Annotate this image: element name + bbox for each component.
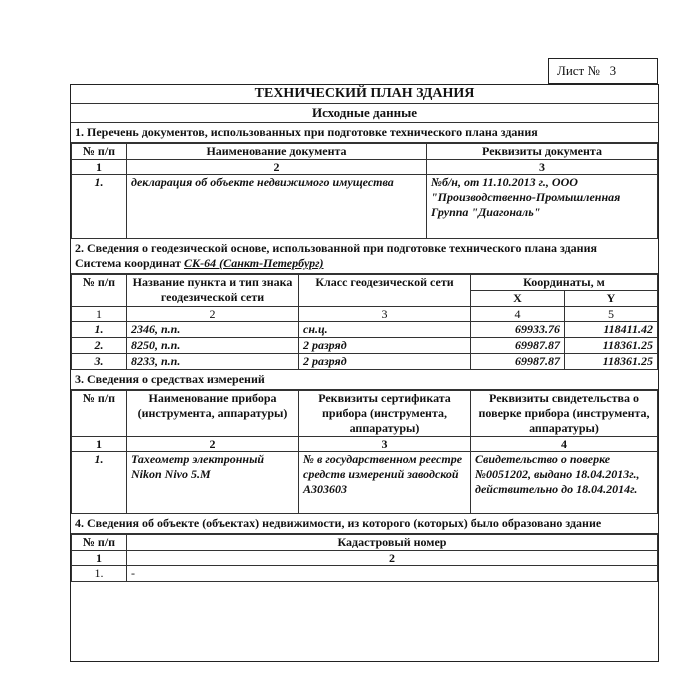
col-header-doc-details: Реквизиты документа	[427, 144, 658, 160]
coord-x: 69987.87	[471, 354, 565, 370]
coord-x: 69933.76	[471, 322, 565, 338]
col-header-num: № п/п	[72, 535, 127, 551]
point-name: 2346, п.п.	[127, 322, 299, 338]
point-name: 8233, п.п.	[127, 354, 299, 370]
sheet-label: Лист №	[557, 63, 600, 78]
table-row	[72, 566, 658, 582]
document-details: №б/н, от 11.10.2013 г., ООО "Производственно-Промышленная Группа "Диагональ"	[427, 175, 658, 239]
document-title: ТЕХНИЧЕСКИЙ ПЛАН ЗДАНИЯ	[71, 85, 658, 104]
row-num: 2.	[72, 338, 127, 354]
sheet-number-box	[548, 58, 658, 84]
network-class: 2 разряд	[299, 338, 471, 354]
col-number: 4	[471, 437, 658, 452]
certificate-details: № в государственном реестре средств измерений заводской A303603	[299, 452, 471, 514]
row-num: 3.	[72, 354, 127, 370]
col-header-coords: Координаты, м	[471, 275, 658, 291]
coord-system-value: СК-64 (Санкт-Петербург)	[183, 256, 324, 270]
coord-system-label: Система координат	[75, 256, 181, 270]
section2-title: 2. Сведения о геодезической основе, использованной при подготовке технического плана здания	[75, 241, 597, 255]
col-header-verification: Реквизиты свидетельства о поверке прибора (инструмента, аппаратуры)	[471, 391, 658, 437]
col-header-certificate: Реквизиты сертификата прибора (инструмента, аппаратуры)	[299, 391, 471, 437]
section2-heading	[71, 239, 658, 274]
row-num: 1.	[72, 322, 127, 338]
col-header-num: № п/п	[72, 391, 127, 437]
col-number: 1	[72, 307, 127, 322]
col-header-network-class: Класс геодезической сети	[299, 275, 471, 307]
document-name: декларация об объекте недвижимого имущества	[127, 175, 427, 239]
col-header-point-name: Название пункта и тип знака геодезической сети	[127, 275, 299, 307]
document-page	[70, 84, 659, 662]
row-num: 1.	[72, 566, 127, 582]
document-subtitle: Исходные данные	[71, 104, 658, 123]
col-header-x: X	[471, 291, 565, 307]
source-objects-table	[71, 534, 658, 582]
coord-y: 118411.42	[565, 322, 658, 338]
table-row	[72, 452, 658, 514]
table-row	[72, 175, 658, 239]
col-number: 3	[427, 160, 658, 175]
documents-table	[71, 143, 658, 239]
point-name: 8250, п.п.	[127, 338, 299, 354]
col-number: 2	[127, 437, 299, 452]
col-number: 3	[299, 437, 471, 452]
col-number: 2	[127, 551, 658, 566]
row-num: 1.	[72, 175, 127, 239]
coord-y: 118361.25	[565, 354, 658, 370]
col-number: 2	[127, 160, 427, 175]
col-header-cadastral: Кадастровый номер	[127, 535, 658, 551]
col-header-device: Наименование прибора (инструмента, аппаратуры)	[127, 391, 299, 437]
network-class: 2 разряд	[299, 354, 471, 370]
section3-heading: 3. Сведения о средствах измерений	[71, 370, 658, 390]
col-number: 1	[72, 160, 127, 175]
verification-details: Свидетельство о поверке №0051202, выдано 18.04.2013г., действительно до 18.04.2014г.	[471, 452, 658, 514]
table-row	[72, 322, 658, 338]
col-number: 1	[72, 551, 127, 566]
col-header-y: Y	[565, 291, 658, 307]
device-name: Тахеометр электронный Nikon Nivo 5.M	[127, 452, 299, 514]
sheet-number: 3	[609, 63, 617, 78]
col-number: 3	[299, 307, 471, 322]
col-header-num: № п/п	[72, 144, 127, 160]
network-class: сн.ц.	[299, 322, 471, 338]
section1-heading: 1. Перечень документов, использованных при подготовке технического плана здания	[71, 123, 658, 143]
col-number: 4	[471, 307, 565, 322]
row-num: 1.	[72, 452, 127, 514]
cadastral-number: -	[127, 566, 658, 582]
coord-y: 118361.25	[565, 338, 658, 354]
table-row	[72, 354, 658, 370]
coord-x: 69987.87	[471, 338, 565, 354]
geodetic-table	[71, 274, 658, 370]
col-number: 5	[565, 307, 658, 322]
col-number: 2	[127, 307, 299, 322]
col-number: 1	[72, 437, 127, 452]
col-header-doc-name: Наименование документа	[127, 144, 427, 160]
col-header-num: № п/п	[72, 275, 127, 307]
table-row	[72, 338, 658, 354]
section4-heading: 4. Сведения об объекте (объектах) недвижимости, из которого (которых) было образовано здание	[71, 514, 658, 534]
instruments-table	[71, 390, 658, 514]
